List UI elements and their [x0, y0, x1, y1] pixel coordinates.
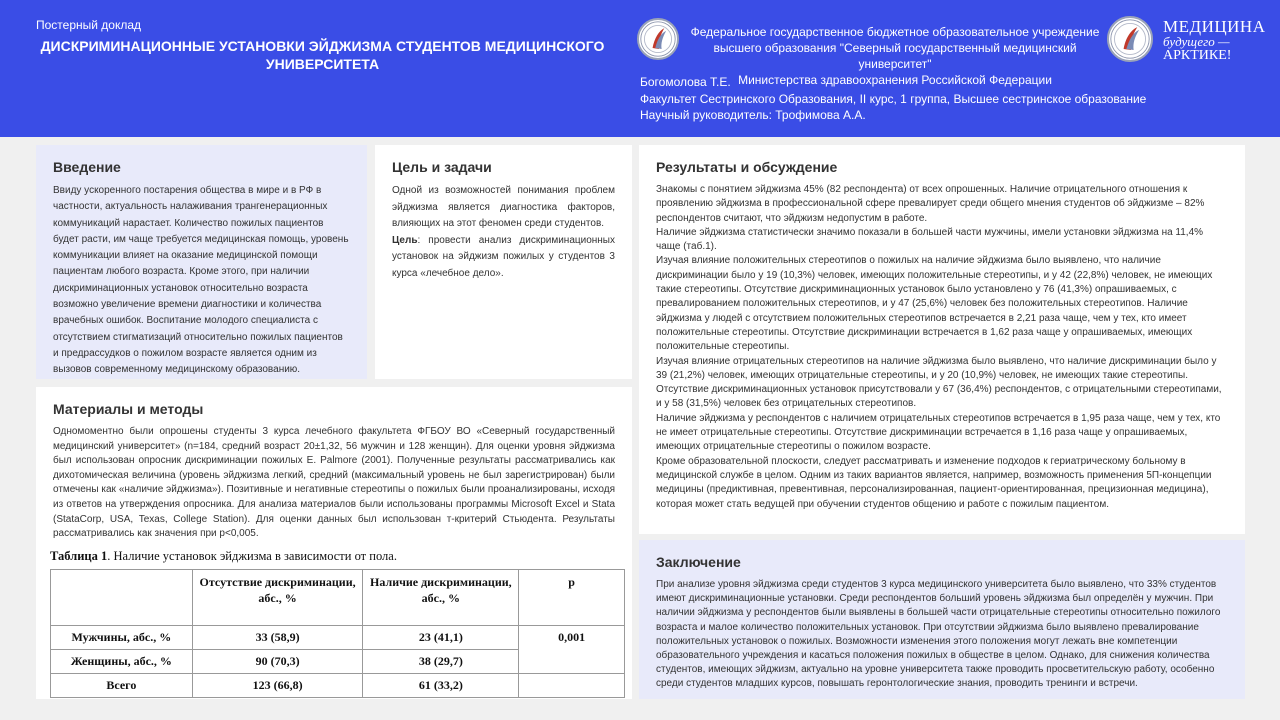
author-name: Богомолова Т.Е.: [640, 75, 731, 89]
table-row: [51, 625, 625, 649]
ageism-by-sex-table: [50, 569, 625, 698]
goal-panel: [375, 145, 632, 379]
conclusion-heading: Заключение: [656, 554, 741, 570]
results-paragraph: Знакомы с понятием эйджизма 45% (82 респондента) от всех опрошенных. Наличие отрицательного отношения к проявлению эйджизма в профессиональной сфере превалирует среди общего мнения студентов об эйджизме – 82% респондентов считают, что эйджизм недопустим в работе.: [656, 184, 1205, 224]
results-paragraph: Наличие эйджизма у респондентов с наличием отрицательных стереотипов встречается в 1,95 раза чаще, чем у тех, кто не имеет отрицательные стереотипы. Отсутствие дискриминации встречается в 1,16 раза чаще у опрашиваемых, имеющих отрицательные стереотипы о пожилом возрасте.: [656, 412, 1221, 453]
results-panel: [639, 145, 1245, 534]
poster-type-label: Постерный доклад: [36, 18, 142, 32]
results-paragraph: Изучая влияние положительных стереотипов о пожилых на наличие эйджизма было выявлено, что наличие дискриминации было у 19 (10,3%) человек, имеющих положительные стереотипы, и у 42 (22,8%) человек, не имеющих такие стереотипы. Отсутствие дискриминационных установок было установлено у 76 (41,3%) опрашиваемых, с превалированием положительных стереотипов, и у 47 (25,6%) человек без положительных стереотипов. Наличие эйджизма у людей с отсутствием положительных стереотипов встречается в 2,21 раза чаще, чем у тех, кто имеет положительные стереотипы. Отсутствие дискриминации встречается в 1,62 раза чаще у опрашиваемых, имеющих положительные стереотипы.: [656, 255, 1213, 353]
table-header-cell: Отсутствие дискриминации, абс., %: [192, 569, 363, 625]
aim-text: [392, 233, 615, 283]
goal-heading: Цель и задачи: [392, 159, 492, 175]
table-cell: 38 (29,7): [363, 649, 519, 673]
table-cell: 90 (70,3): [192, 649, 363, 673]
table-header-cell: p: [519, 569, 625, 625]
brand-line-1: МЕДИЦИНА: [1163, 17, 1266, 36]
table-cell: 123 (66,8): [192, 673, 363, 697]
table-caption: [50, 549, 615, 564]
poster-title: ДИСКРИМИНАЦИОННЫЕ УСТАНОВКИ ЭЙДЖИЗМА СТУДЕНТОВ МЕДИЦИНСКОГО УНИВЕРСИТЕТА: [40, 38, 605, 72]
university-emblem-icon: [637, 18, 679, 60]
aim-label: Цель: [392, 234, 418, 246]
table-header-cell: [51, 569, 193, 625]
results-paragraph: Наличие эйджизма статистически значимо показали в большей части мужчины, имели установки эйджизма на 11,4% чаще (таб.1).: [656, 226, 1204, 253]
intro-text: Ввиду ускоренного постарения общества в мире и в РФ в частности, актуальность налаживания трангенерационных коммуникаций нарастает. Количество пожилых пациентов будет расти, им чаще требуется медицинская помощь, уровень коммуникации влияет на оказание медицинской помощи пациентам любого возраста. Кроме этого, при наличии дискриминационных установок относительно возраста возможно увеличение времени диагностики и количества врачебных ошибок. Воспитание молодого специалиста с отсутствием стигматизаций относительно пожилых пациентов и предрассудков о пожилом возрасте является одним из вызовов современному медицинскому образованию.: [53, 185, 349, 376]
brand-slogan: [1163, 18, 1265, 63]
goal-text: Одной из возможностей понимания проблем эйджизма является диагностика факторов, влияющих на этот феномен среди студентов.: [392, 185, 615, 229]
methods-panel: [36, 387, 632, 699]
aim-body: : провести анализ дискриминационных установок на эйджизм пожилых у студентов 3 курса «лечебное дело».: [392, 234, 615, 279]
poster-header: [0, 0, 1280, 137]
university-logo-icon: [1107, 16, 1153, 62]
table-cell: 33 (58,9): [192, 625, 363, 649]
table-cell: 61 (33,2): [363, 673, 519, 697]
table-row-label: Женщины, абс., %: [51, 649, 193, 673]
results-heading: Результаты и обсуждение: [656, 159, 838, 175]
intro-heading: Введение: [53, 159, 121, 175]
table-cell-empty: [519, 673, 625, 697]
table-cell: 23 (41,1): [363, 625, 519, 649]
intro-panel: [36, 145, 367, 379]
results-paragraph: Кроме образовательной плоскости, следует рассматривать и изменение подходов к гериатрическому больному в медицинской службе в целом. Одним из таких вариантов является, например, возможность применения 5П-концепции медицины (предиктивная, превентивная, персонализированная, пациент-ориентированная, прецизионная медицина), которая может стать ведущей при обучении студентов общению и работе с пожилым пациентом.: [656, 455, 1212, 510]
brand-line-2: будущего —: [1163, 34, 1230, 49]
org-line-1: Федеральное государственное бюджетное образовательное учреждение: [690, 25, 1100, 39]
table-header-cell: Наличие дискриминации, абс., %: [363, 569, 519, 625]
results-paragraph: Изучая влияние отрицательных стереотипов на наличие эйджизма было выявлено, что наличие дискриминации было у 39 (21,2%) человек, имеющих отрицательные стереотипы, и у 20 (10,9%) человек, не имеющих такие стереотипы. Отсутствие дискриминационных установок присутствовали у 67 (36,4%) респондентов, с отрицательными стереотипами, и у 58 (31,5%) человек без отрицательных стереотипов.: [656, 355, 1222, 410]
author-faculty: Факультет Сестринского Образования, II курс, 1 группа, Высшее сестринское образование: [640, 91, 1147, 106]
author-info: [640, 74, 1146, 124]
org-line-2: высшего образования "Северный государственный медицинский университет": [713, 41, 1077, 71]
table-row: [51, 673, 625, 697]
table-header-row: [51, 569, 625, 625]
table-row-label: Всего: [51, 673, 193, 697]
brand-line-3: АРКТИКЕ!: [1163, 48, 1232, 63]
supervisor: Научный руководитель: Трофимова А.А.: [640, 108, 866, 122]
conclusion-text: При анализе уровня эйджизма среди студентов 3 курса медицинского университета было выявлено, что 33% студентов имеют дискриминационные установки. Среди респондентов больший уровень эйджизма был определён у мужчин. При наличии эйджизма у респондентов были выявлены в большей части отрицательные стереотипы относительно пожилого возраста и малое количество положительных установок. При отсутствии эйджизма было выявлено превалирование положительных установок о пожилых. Возможности изменения этого положения могут лежать вне компетенции образовательного учреждения и касаться положения пожилых в обществе в целом. Однако, для снижения количества студентов, имеющих эйджизм, актуально на уровне университета также проводить просветительскую работу, особенно среди студентов младших курсов, повышать геронтологические знания, проводить тренинги и встречи.: [656, 579, 1221, 690]
methods-heading: Материалы и методы: [53, 401, 204, 417]
table-p-value: 0,001: [519, 625, 625, 673]
conclusion-panel: [639, 540, 1245, 699]
table-caption-number: Таблица 1: [50, 548, 108, 563]
org-line-3: Министерства здравоохранения Российской Федерации: [738, 73, 1052, 87]
methods-text: Одномоментно были опрошены студенты 3 курса лечебного факультета ФГБОУ ВО «Северный государственный медицинский университет» (n=184, средний возраст 20±1,32, 56 мужчин и 128 женщин). Для оценки уровня эйджизма был использован опросник дискриминации пожилых E. Palmore (2001). Полученные результаты рассматривались как дихотомическая величина (уровень эйджизма легкий, средний (максимальный уровень не был зарегистрирован) были отмечены как «наличие эйджизма»). Позитивные и негативные стереотипы о пожилых были проанализированы, исходя из ответов на утверждения опросника. Для анализа материалов были использованы программы Microsoft Excel и Stata (StataCorp, USA, Texas, College Station). Для оценки данных был использован т-критерий Стьюдента. Результаты рассматривались как значения при p<0,005.: [53, 426, 615, 540]
table-caption-text: . Наличие установок эйджизма в зависимости от пола.: [107, 548, 397, 563]
table-row-label: Мужчины, абс., %: [51, 625, 193, 649]
